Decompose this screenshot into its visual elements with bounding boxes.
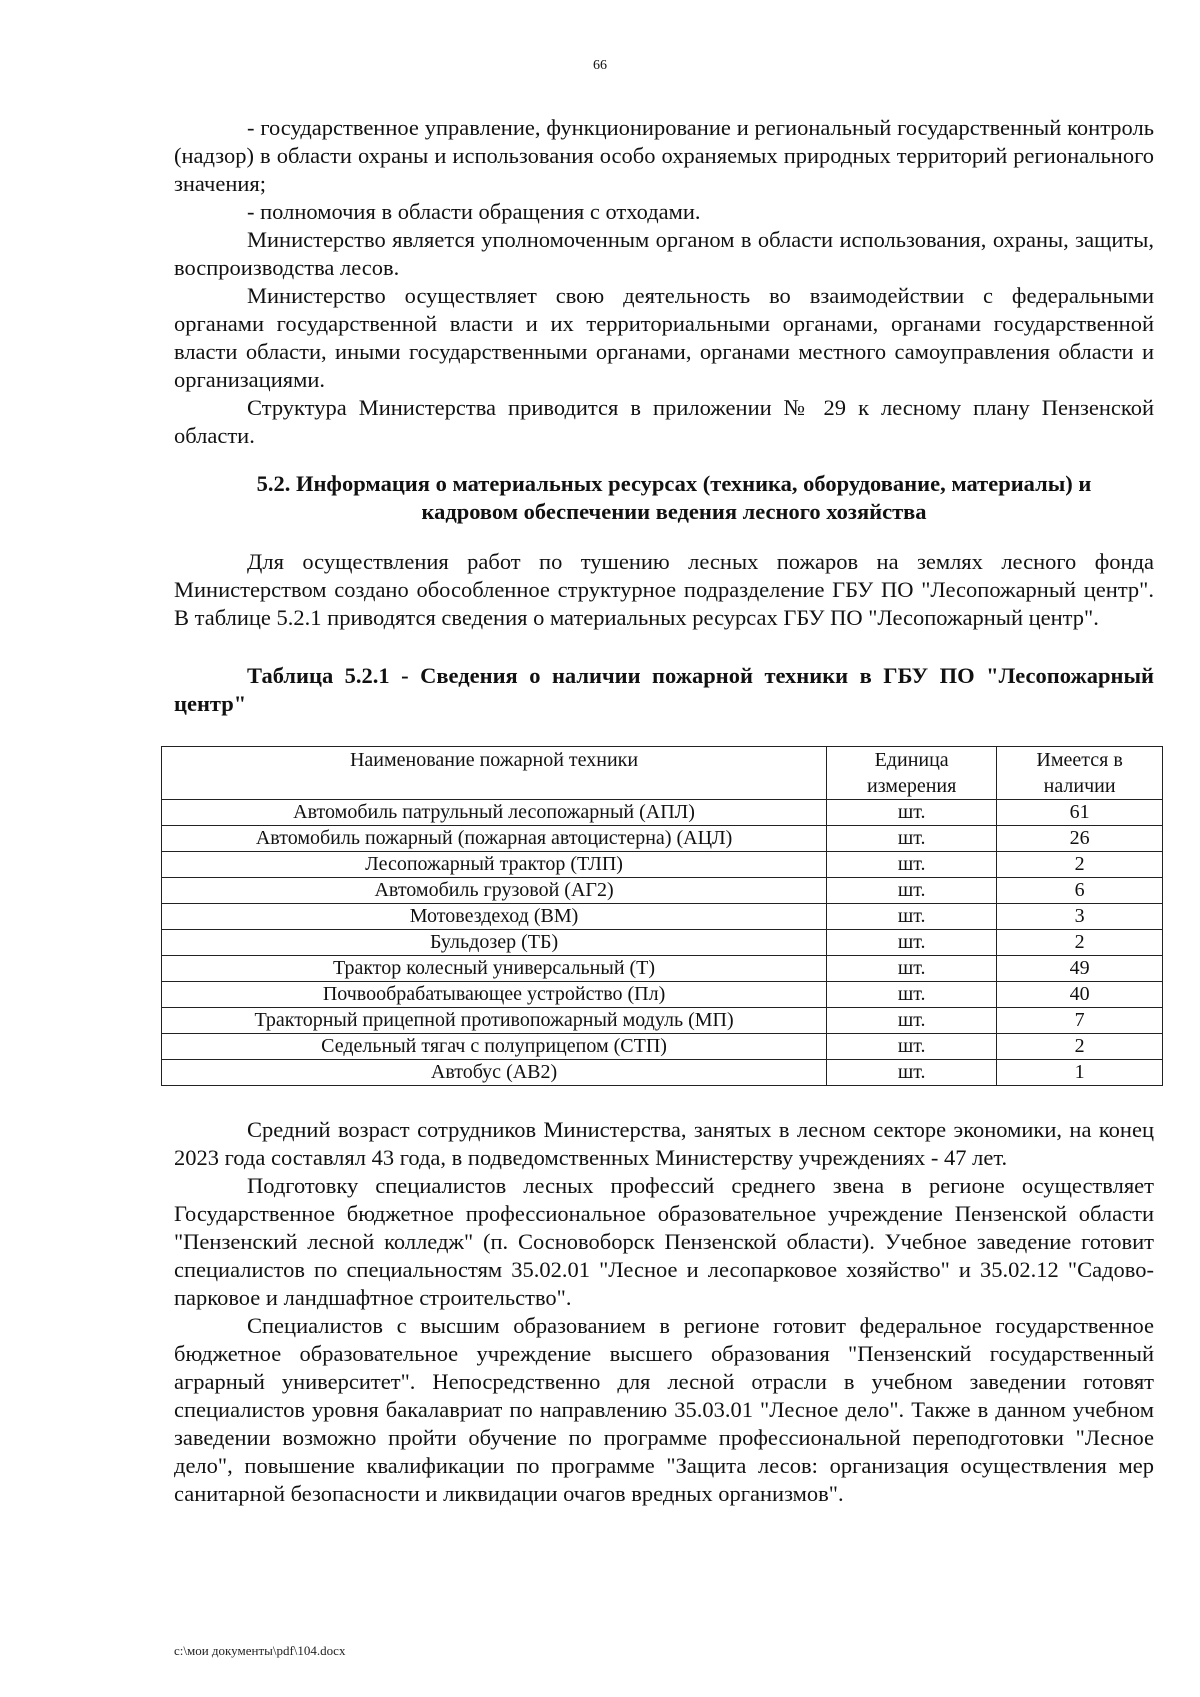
cell-unit: шт. — [827, 852, 997, 878]
cell-name: Мотовездеход (ВМ) — [162, 904, 827, 930]
intro-bullet-1: - государственное управление, функционирование и региональный государственный контроль (надзор) в области охраны и использования особо охраняемых природных территорий регионального значения; — [174, 115, 1154, 196]
cell-name: Бульдозер (ТБ) — [162, 930, 827, 956]
cell-unit: шт. — [827, 1034, 997, 1060]
table-caption: Таблица 5.2.1 - Сведения о наличии пожарной техники в ГБУ ПО "Лесопожарный центр" — [174, 663, 1154, 716]
cell-qty: 2 — [997, 930, 1163, 956]
cell-name: Автомобиль патрульный лесопожарный (АПЛ) — [162, 800, 827, 826]
table-row — [162, 1060, 1163, 1086]
table-row — [162, 800, 1163, 826]
cell-qty: 2 — [997, 852, 1163, 878]
header-qty: Имеется в наличии — [997, 747, 1163, 800]
header-name: Наименование пожарной техники — [162, 747, 827, 800]
table-row — [162, 1008, 1163, 1034]
cell-unit: шт. — [827, 1060, 997, 1086]
cell-unit: шт. — [827, 826, 997, 852]
table-row — [162, 878, 1163, 904]
cell-qty: 61 — [997, 800, 1163, 826]
cell-unit: шт. — [827, 904, 997, 930]
closing-paragraph-2: Подготовку специалистов лесных профессий среднего звена в регионе осуществляет Государственное бюджетное профессиональное образовательное учреждение Пензенской области "Пензенский лесной колледж" (п. Сосновоборск Пензенской области). Учебное заведение готовит специалистов по специальностям 35.02.01 "Лесное и лесопарковое хозяйство" и 35.02.12 "Садово-парковое и ландшафтное строительство". — [174, 1173, 1154, 1310]
cell-qty: 40 — [997, 982, 1163, 1008]
table-row — [162, 826, 1163, 852]
document-body — [174, 114, 1154, 1508]
intro-paragraph-1: Министерство является уполномоченным органом в области использования, охраны, защиты, воспроизводства лесов. — [174, 227, 1154, 280]
cell-unit: шт. — [827, 930, 997, 956]
page-number: 66 — [593, 58, 607, 73]
intro-paragraph-2: Министерство осуществляет свою деятельность во взаимодействии с федеральными органами государственной власти и их территориальными органами, органами государственной власти области, иными государственными органами, органами местного самоуправления области и организациями. — [174, 283, 1154, 392]
table-row — [162, 852, 1163, 878]
header-unit: Единица измерения — [827, 747, 997, 800]
cell-name: Трактор колесный универсальный (Т) — [162, 956, 827, 982]
intro-bullet-2: - полномочия в области обращения с отходами. — [247, 199, 701, 224]
cell-qty: 7 — [997, 1008, 1163, 1034]
cell-qty: 6 — [997, 878, 1163, 904]
cell-qty: 1 — [997, 1060, 1163, 1086]
cell-unit: шт. — [827, 800, 997, 826]
cell-name: Почвообрабатывающее устройство (Пл) — [162, 982, 827, 1008]
table-body — [162, 800, 1163, 1086]
cell-unit: шт. — [827, 982, 997, 1008]
cell-name: Лесопожарный трактор (ТЛП) — [162, 852, 827, 878]
cell-qty: 49 — [997, 956, 1163, 982]
section-title: 5.2. Информация о материальных ресурсах (техника, оборудование, материалы) и кадровом обеспечении ведения лесного хозяйства — [256, 471, 1092, 524]
table-header-row — [162, 747, 1163, 800]
cell-name: Автобус (АВ2) — [162, 1060, 827, 1086]
cell-unit: шт. — [827, 956, 997, 982]
cell-unit: шт. — [827, 878, 997, 904]
footer-file-path: c:\мои документы\pdf\104.docx — [174, 1643, 346, 1658]
table-row — [162, 956, 1163, 982]
cell-qty: 26 — [997, 826, 1163, 852]
fire-equipment-table — [161, 746, 1163, 1086]
intro-paragraph-3: Структура Министерства приводится в приложении № 29 к лесному плану Пензенской области. — [174, 395, 1154, 448]
cell-unit: шт. — [827, 1008, 997, 1034]
closing-paragraph-3: Специалистов с высшим образованием в регионе готовит федеральное государственное бюджетное образовательное учреждение высшего образования "Пензенский государственный аграрный университет". Непосредственно для лесной отрасли в учебном заведении готовят специалистов уровня бакалавриат по направлению 35.03.01 "Лесное дело". Также в данном учебном заведении возможно пройти обучение по программе профессиональной переподготовки "Лесное дело", повышение квалификации по программе "Защита лесов: организация осуществления мер санитарной безопасности и ликвидации очагов вредных организмов". — [174, 1313, 1154, 1506]
cell-name: Автомобиль грузовой (АГ2) — [162, 878, 827, 904]
cell-qty: 2 — [997, 1034, 1163, 1060]
cell-name: Автомобиль пожарный (пожарная автоцистерна) (АЦЛ) — [162, 826, 827, 852]
closing-paragraph-1: Средний возраст сотрудников Министерства, занятых в лесном секторе экономики, на конец 2023 года составлял 43 года, в подведомственных Министерству учреждениях - 47 лет. — [174, 1117, 1154, 1170]
table-row — [162, 982, 1163, 1008]
section-paragraph-1: Для осуществления работ по тушению лесных пожаров на землях лесного фонда Министерством создано обособленное структурное подразделение ГБУ ПО "Лесопожарный центр". В таблице 5.2.1 приводятся сведения о материальных ресурсах ГБУ ПО "Лесопожарный центр". — [174, 549, 1154, 630]
cell-name: Тракторный прицепной противопожарный модуль (МП) — [162, 1008, 827, 1034]
table-row — [162, 930, 1163, 956]
cell-name: Седельный тягач с полуприцепом (СТП) — [162, 1034, 827, 1060]
cell-qty: 3 — [997, 904, 1163, 930]
table-row — [162, 904, 1163, 930]
table-row — [162, 1034, 1163, 1060]
